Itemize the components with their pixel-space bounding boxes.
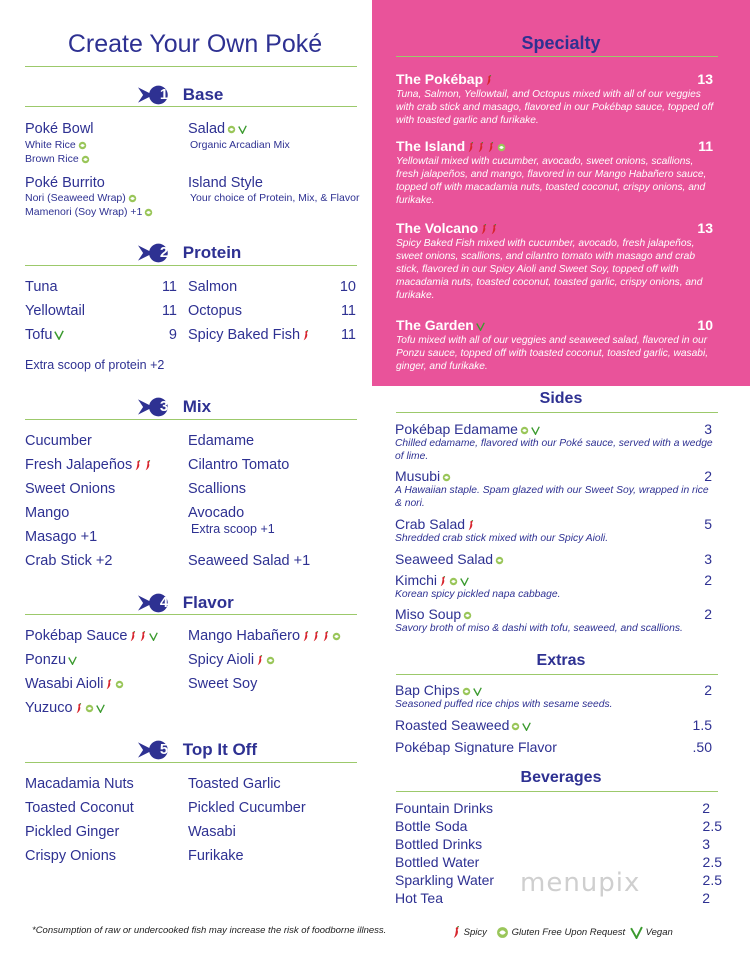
specialty-divider — [396, 56, 718, 57]
topping-item: Pickled Ginger — [25, 824, 120, 840]
section-base-heading: 1 Base — [138, 84, 223, 106]
base-poke-burrito: Poké Burrito — [25, 175, 105, 191]
protein-extra: Extra scoop of protein +2 — [25, 358, 165, 372]
specialty-price: 10 — [697, 317, 713, 333]
side-desc: Chilled edamame, flavored with our Poké sauce, served with a wedge of lime. — [395, 438, 713, 462]
mix-item: Sweet Onions — [25, 481, 116, 497]
beverage-price: 2.5 — [702, 872, 722, 888]
flavor-item: Wasabi Aioli — [25, 676, 124, 692]
legend-gluten-free: Gluten Free Upon Request — [494, 926, 625, 939]
flavor-item: Ponzu — [25, 652, 77, 668]
protein-octopus: Octopus — [188, 303, 242, 319]
beverage-price: 2 — [702, 800, 710, 816]
side-name: Crab Salad — [395, 516, 475, 532]
extra-name: Bap Chips — [395, 682, 482, 698]
chili-icon — [480, 224, 488, 235]
chili-icon — [477, 142, 485, 153]
vegan-icon — [149, 632, 158, 641]
beverage-price: 2 — [702, 890, 710, 906]
vegan-icon — [522, 722, 531, 731]
section-protein-heading: 2 Protein — [138, 242, 241, 264]
side-price: 3 — [704, 421, 712, 437]
step-1-icon: 1 — [138, 84, 172, 106]
step-2-icon: 2 — [138, 242, 172, 264]
mix-item: Avocado — [188, 505, 245, 521]
protein-salmon: Salmon — [188, 279, 238, 295]
protein-salmon-price: 10 — [339, 279, 356, 295]
flavor-item: Sweet Soy — [188, 676, 258, 692]
chili-icon — [129, 631, 137, 642]
beverage-price: 2.5 — [702, 818, 722, 834]
extra-price: .50 — [692, 739, 712, 755]
extra-desc: Seasoned puffed rice chips with sesame seeds. — [395, 699, 613, 710]
specialty-title: Specialty — [521, 33, 601, 53]
footnote: *Consumption of raw or undercooked fish may increase the risk of foodborne illness. — [32, 925, 387, 936]
chili-icon — [256, 655, 264, 666]
chili-icon — [322, 631, 330, 642]
mix-item: Cucumber — [25, 433, 92, 449]
specialty-price: 13 — [697, 220, 713, 236]
protein-octopus-price: 11 — [340, 303, 356, 319]
side-price: 2 — [704, 468, 712, 484]
sides-title: Sides — [539, 390, 583, 407]
protein-yellowtail-price: 11 — [161, 303, 177, 319]
base-island-sub: Your choice of Protein, Mix, & Flavor — [190, 192, 360, 204]
gluten-free-icon — [496, 926, 509, 939]
base-white-rice: White Rice — [25, 139, 87, 151]
specialty-price: 11 — [698, 138, 713, 154]
protein-spicy-baked-fish-price: 11 — [340, 327, 356, 343]
protein-tuna-price: 11 — [161, 279, 177, 295]
vegan-icon — [54, 330, 64, 340]
gluten-free-icon — [78, 141, 87, 150]
side-desc: A Hawaiian staple. Spam glazed with our Sweet Soy, wrapped in rice & nori. — [395, 485, 709, 509]
side-price: 3 — [704, 551, 712, 567]
mix-avocado-extra: Extra scoop +1 — [191, 522, 275, 536]
step-3-icon: 3 — [138, 396, 172, 418]
chili-icon — [439, 576, 447, 587]
gluten-free-icon — [266, 656, 275, 665]
topping-item: Toasted Garlic — [188, 776, 281, 792]
gluten-free-icon — [81, 155, 90, 164]
watermark: menupix — [520, 868, 641, 898]
side-name: Miso Soup — [395, 606, 472, 622]
chili-icon — [452, 926, 461, 939]
beverage-price: 2.5 — [702, 854, 722, 870]
side-price: 5 — [704, 516, 712, 532]
specialty-desc: Yellowtail mixed with cucumber, avocado, sweet onions, scallions, fresh jalapeños, and mango, flavored in our Mango Habañero sauce, topped off with macadamia nuts, toasted coconut, crispy onions, and furikake. — [396, 156, 707, 206]
specialty-name: The Island — [396, 138, 506, 154]
gluten-free-icon — [115, 680, 124, 689]
flavor-item: Pokébap Sauce — [25, 628, 158, 644]
mix-item: Edamame — [188, 433, 255, 449]
base-divider — [25, 106, 357, 107]
base-mamenori: Mamenori (Soy Wrap) +1 — [25, 206, 153, 218]
base-nori: Nori (Seaweed Wrap) — [25, 192, 137, 204]
gluten-free-icon — [449, 577, 458, 586]
extra-name: Pokébap Signature Flavor — [395, 739, 557, 755]
topping-item: Crispy Onions — [25, 848, 117, 864]
gluten-free-icon — [511, 722, 520, 731]
beverage-name: Hot Tea — [395, 890, 443, 906]
gluten-free-icon — [497, 143, 506, 152]
step-4-icon: 4 — [138, 592, 172, 614]
chili-icon — [467, 520, 475, 531]
extra-name: Roasted Seaweed — [395, 717, 531, 733]
page-title: Create Your Own Poké — [67, 30, 323, 58]
specialty-desc: Tuna, Salmon, Yellowtail, and Octopus mixed with all of our veggies with crab stick and masago, flavored in our Pokébap sauce, topped off with toasted garlic and furikake. — [396, 89, 714, 126]
topit-divider — [25, 762, 357, 763]
vegan-icon — [476, 322, 485, 331]
chili-icon — [302, 330, 310, 341]
beverage-name: Bottled Drinks — [395, 836, 483, 852]
beverage-price: 3 — [702, 836, 710, 852]
flavor-item: Mango Habañero — [188, 628, 341, 644]
chili-icon — [312, 631, 320, 642]
chili-icon — [139, 631, 147, 642]
vegan-icon — [473, 687, 482, 696]
mix-divider — [25, 419, 357, 420]
side-name: Kimchi — [395, 572, 469, 588]
gluten-free-icon — [495, 556, 504, 565]
gluten-free-icon — [442, 473, 451, 482]
topping-item: Wasabi — [188, 824, 236, 840]
chili-icon — [134, 460, 142, 471]
side-desc: Korean spicy pickled napa cabbage. — [395, 589, 561, 600]
section-flavor-heading: 4 Flavor — [138, 592, 234, 614]
protein-divider — [25, 265, 357, 266]
specialty-name: The Volcano — [396, 220, 498, 236]
mix-item: Mango — [25, 505, 70, 521]
protein-tofu: Tofu — [25, 327, 64, 343]
flavor-item: Spicy Aioli — [188, 652, 275, 668]
vegan-icon — [68, 656, 77, 665]
protein-yellowtail: Yellowtail — [25, 303, 85, 319]
chili-icon — [75, 703, 83, 714]
beverages-title: Beverages — [520, 769, 602, 786]
mix-item: Masago +1 — [25, 529, 98, 545]
mix-item: Crab Stick +2 — [25, 553, 113, 569]
gluten-free-icon — [462, 687, 471, 696]
specialty-name: The Garden — [396, 317, 485, 333]
specialty-price: 13 — [697, 71, 713, 87]
legend-spicy: Spicy — [450, 926, 487, 939]
extras-title: Extras — [536, 652, 586, 669]
mix-item: Cilantro Tomato — [188, 457, 290, 473]
topping-item: Toasted Coconut — [25, 800, 134, 816]
title-divider — [25, 66, 357, 67]
side-desc: Savory broth of miso & dashi with tofu, seaweed, and scallions. — [395, 623, 683, 634]
side-name: Seaweed Salad — [395, 551, 504, 567]
beverage-name: Sparkling Water — [395, 872, 495, 888]
extras-divider — [396, 674, 718, 675]
gluten-free-icon — [85, 704, 94, 713]
side-desc: Shredded crab stick mixed with our Spicy Aioli. — [395, 533, 609, 544]
protein-spicy-baked-fish: Spicy Baked Fish — [188, 327, 310, 343]
chili-icon — [467, 142, 475, 153]
side-name: Pokébap Edamame — [395, 421, 540, 437]
gluten-free-icon — [128, 194, 137, 203]
chili-icon — [485, 75, 493, 86]
step-5-icon: 5 — [138, 739, 172, 761]
base-salad: Salad — [188, 121, 247, 137]
legend-vegan: Vegan — [628, 926, 673, 939]
topping-item: Furikake — [188, 848, 244, 864]
mix-item: Scallions — [188, 481, 247, 497]
mix-item: Fresh Jalapeños — [25, 457, 152, 473]
flavor-divider — [25, 614, 357, 615]
specialty-desc: Spicy Baked Fish mixed with cucumber, avocado, fresh jalapeños, sweet onions, scallions, and cilantro tomato with masago and crab stick, flavored in our Spicy Aioli and Sweet Soy, topped off with macadamia nuts, toasted coconut, toasted garlic, crispy onions, and furikake. — [396, 238, 703, 301]
flavor-item: Yuzuco — [25, 700, 105, 716]
chili-icon — [487, 142, 495, 153]
vegan-icon — [96, 704, 105, 713]
gluten-free-icon — [520, 426, 529, 435]
gluten-free-icon — [332, 632, 341, 641]
vegan-icon — [630, 926, 643, 939]
beverage-name: Bottle Soda — [395, 818, 468, 834]
vegan-icon — [460, 577, 469, 586]
protein-tuna: Tuna — [25, 279, 58, 295]
beverage-name: Fountain Drinks — [395, 800, 494, 816]
vegan-icon — [238, 125, 247, 134]
vegan-icon — [531, 426, 540, 435]
base-poke-bowl: Poké Bowl — [25, 121, 94, 137]
topping-item: Pickled Cucumber — [188, 800, 306, 816]
side-price: 2 — [704, 572, 712, 588]
gluten-free-icon — [144, 208, 153, 217]
section-mix-heading: 3 Mix — [138, 396, 211, 418]
topping-item: Macadamia Nuts — [25, 776, 134, 792]
mix-item: Seaweed Salad +1 — [188, 553, 311, 569]
sides-divider — [396, 412, 718, 413]
chili-icon — [302, 631, 310, 642]
base-brown-rice: Brown Rice — [25, 153, 90, 165]
specialty-desc: Tofu mixed with all of our veggies and seaweed salad, flavored in our Ponzu sauce, topped off with toasted coconut, toasted garlic, wasabi, ginger, and furikake. — [396, 335, 709, 372]
beverage-name: Bottled Water — [395, 854, 480, 870]
gluten-free-icon — [463, 611, 472, 620]
base-salad-sub: Organic Arcadian Mix — [190, 139, 290, 151]
extra-price: 1.5 — [692, 717, 712, 733]
specialty-name: The Pokébap — [396, 71, 493, 87]
chili-icon — [490, 224, 498, 235]
gluten-free-icon — [227, 125, 236, 134]
base-island-style: Island Style — [188, 175, 263, 191]
beverages-divider — [396, 791, 718, 792]
side-name: Musubi — [395, 468, 451, 484]
extra-price: 2 — [704, 682, 712, 698]
chili-icon — [144, 460, 152, 471]
protein-tofu-price: 9 — [168, 327, 177, 343]
side-price: 2 — [704, 606, 712, 622]
section-topit-heading: 5 Top It Off — [138, 739, 257, 761]
chili-icon — [105, 679, 113, 690]
